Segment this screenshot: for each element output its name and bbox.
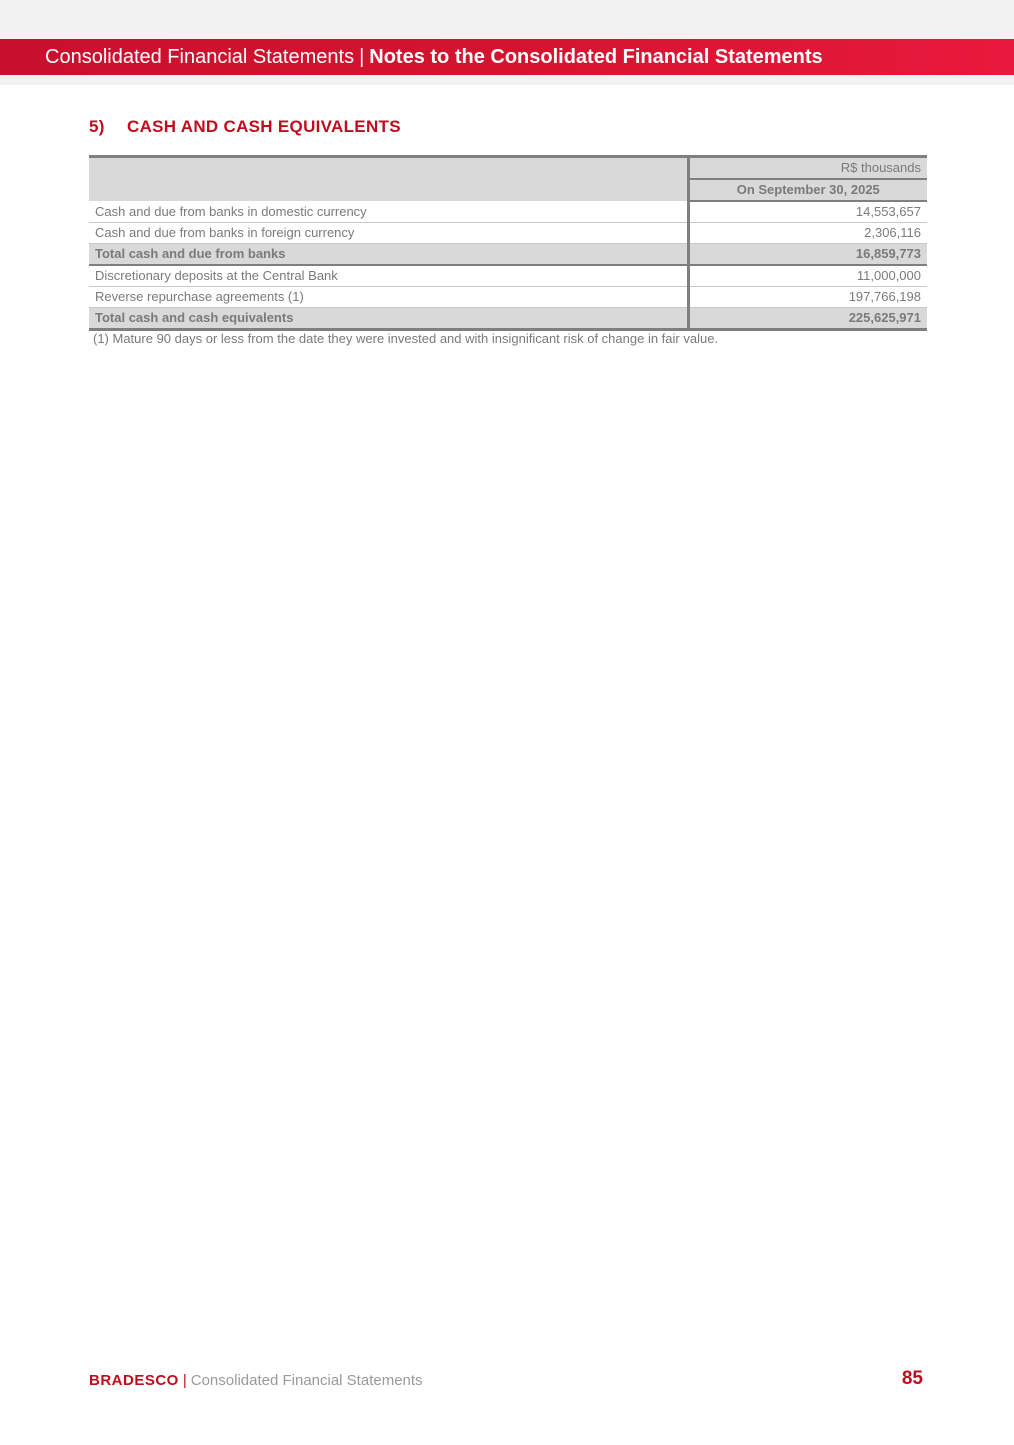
table-total-row xyxy=(89,244,927,266)
footer-separator: | xyxy=(182,1372,187,1389)
header-banner xyxy=(0,39,1014,75)
row-label: Cash and due from banks in domestic currency xyxy=(89,201,688,223)
table-row xyxy=(89,287,927,308)
note-number: 5) xyxy=(89,117,105,136)
table-row xyxy=(89,201,927,223)
row-value: 2,306,116 xyxy=(688,223,927,244)
table-footnote: (1) Mature 90 days or less from the date they were invested and with insignificant risk of change in fair value. xyxy=(93,331,719,346)
cash-equivalents-table xyxy=(89,155,927,331)
row-label: Discretionary deposits at the Central Bank xyxy=(89,265,688,287)
page-number: 85 xyxy=(901,1368,923,1389)
top-strip xyxy=(0,0,1014,39)
header-section: Consolidated Financial Statements xyxy=(45,46,355,68)
row-value: 16,859,773 xyxy=(688,244,927,266)
footer-brand: BRADESCO xyxy=(89,1372,179,1389)
footer xyxy=(89,1372,423,1389)
header-separator: | xyxy=(359,46,365,68)
unit-cell: R$ thousands xyxy=(688,157,927,180)
row-label: Total cash and due from banks xyxy=(89,244,688,266)
row-value: 225,625,971 xyxy=(688,308,927,330)
row-label: Cash and due from banks in foreign currency xyxy=(89,223,688,244)
footer-document: Consolidated Financial Statements xyxy=(190,1372,423,1389)
table-header-row xyxy=(89,157,927,180)
note-title: CASH AND CASH EQUIVALENTS xyxy=(127,117,401,136)
note-heading xyxy=(89,117,401,137)
row-value: 11,000,000 xyxy=(688,265,927,287)
header-label-cell xyxy=(89,157,688,202)
table-row xyxy=(89,223,927,244)
column-header: On September 30, 2025 xyxy=(688,179,927,201)
header-title: Notes to the Consolidated Financial Statements xyxy=(369,46,823,68)
under-strip xyxy=(0,75,1014,85)
row-value: 14,553,657 xyxy=(688,201,927,223)
table-total-row xyxy=(89,308,927,330)
table-row xyxy=(89,265,927,287)
row-label: Reverse repurchase agreements (1) xyxy=(89,287,688,308)
row-label: Total cash and cash equivalents xyxy=(89,308,688,330)
row-value: 197,766,198 xyxy=(688,287,927,308)
